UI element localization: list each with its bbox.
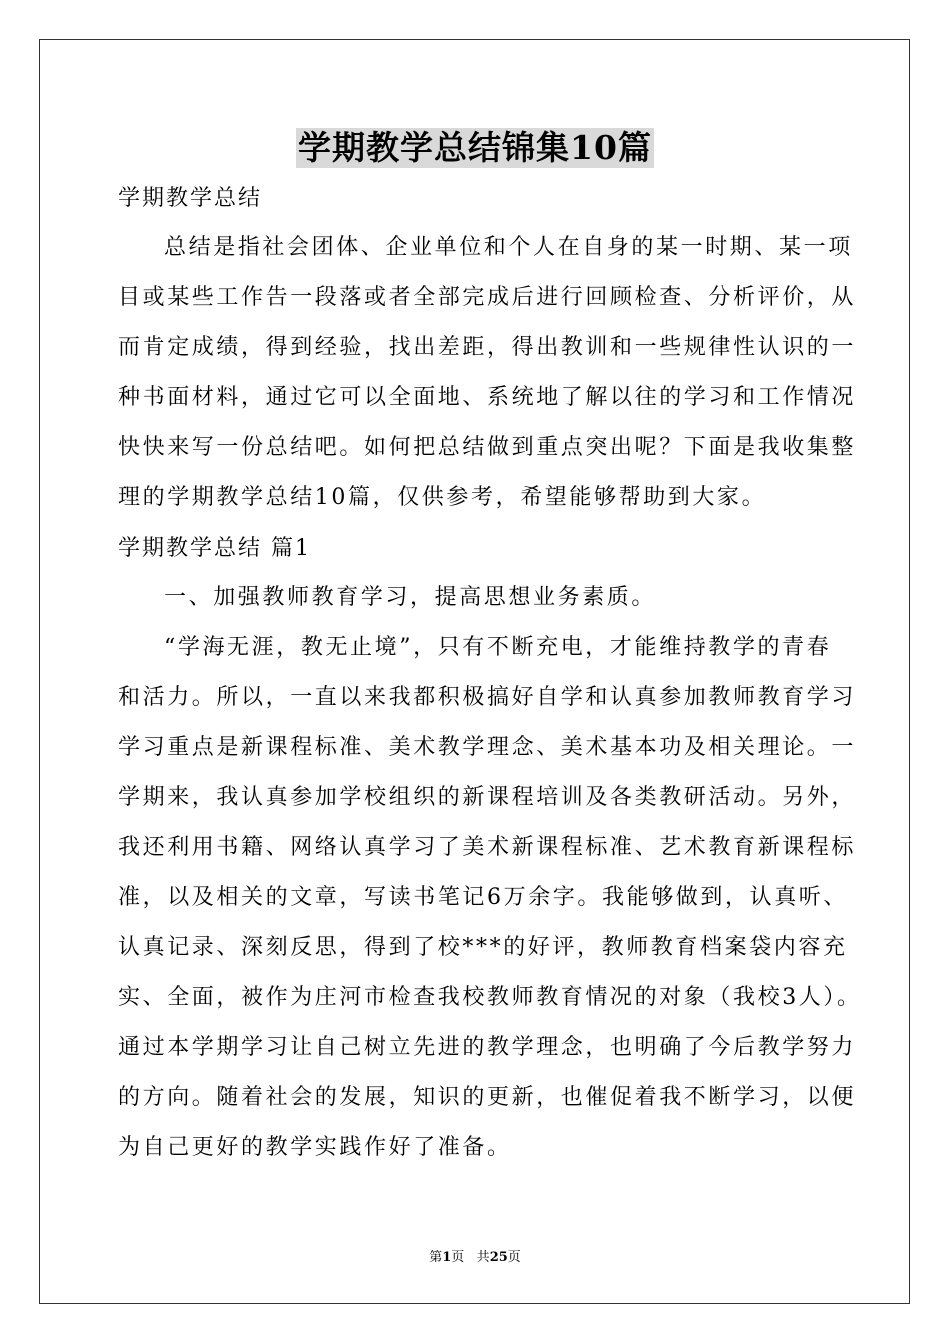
section1-line: “学海无涯，教无止境”，只有不断充电，才能维持教学的青春 — [164, 635, 832, 660]
intro-line: 而肯定成绩，得到经验，找出差距，得出教训和一些规律性认识的一 — [118, 335, 857, 360]
footer-page-number: 1 — [442, 1250, 452, 1265]
footer-total-suffix: 页 — [507, 1250, 521, 1265]
footer-page-prefix: 第 — [429, 1250, 443, 1265]
footer-total-number: 25 — [489, 1250, 508, 1265]
intro-line: 种书面材料，通过它可以全面地、系统地了解以往的学习和工作情况 — [118, 385, 857, 410]
footer-total-prefix: 共 — [476, 1250, 490, 1265]
title-wrap — [0, 128, 950, 168]
intro-line: 总结是指社会团体、企业单位和个人在自身的某一时期、某一项 — [164, 235, 853, 260]
intro-line: 目或某些工作告一段落或者全部完成后进行回顾检查、分析评价，从 — [118, 285, 857, 310]
page-border — [39, 39, 910, 1304]
section1-line: 认真记录、深刻反思，得到了校***的好评，教师教育档案袋内容充 — [118, 935, 848, 960]
section1-heading: 学期教学总结 篇1 — [118, 536, 311, 561]
footer-page-suffix: 页 — [451, 1250, 465, 1265]
document-title: 学期教学总结锦集10篇 — [298, 128, 652, 167]
intro-line: 快快来写一份总结吧。如何把总结做到重点突出呢？下面是我收集整 — [118, 435, 857, 460]
page-footer — [0, 1250, 950, 1266]
section1-subheading: 一、加强教师教育学习，提高思想业务素质。 — [164, 585, 657, 610]
section1-line: 准，以及相关的文章，写读书笔记6万余字。我能够做到，认真听、 — [118, 885, 848, 910]
intro-heading: 学期教学总结 — [118, 186, 263, 211]
section1-line: 的方向。随着社会的发展，知识的更新，也催促着我不断学习，以便 — [118, 1085, 857, 1110]
section1-line: 学习重点是新课程标准、美术教学理念、美术基本功及相关理论。一 — [118, 735, 857, 760]
section1-line: 通过本学期学习让自己树立先进的教学理念，也明确了今后教学努力 — [118, 1035, 857, 1060]
section1-line: 为自己更好的教学实践作好了准备。 — [118, 1135, 512, 1160]
section1-line: 学期来，我认真参加学校组织的新课程培训及各类教研活动。另外， — [118, 785, 857, 810]
section1-line: 我还利用书籍、网络认真学习了美术新课程标准、艺术教育新课程标 — [118, 835, 857, 860]
section1-line: 和活力。所以，一直以来我都积极搞好自学和认真参加教师教育学习 — [118, 685, 857, 710]
intro-line: 理的学期教学总结10篇，仅供参考，希望能够帮助到大家。 — [118, 485, 767, 510]
section1-line: 实、全面，被作为庄河市检查我校教师教育情况的对象（我校3人）。 — [118, 985, 862, 1010]
